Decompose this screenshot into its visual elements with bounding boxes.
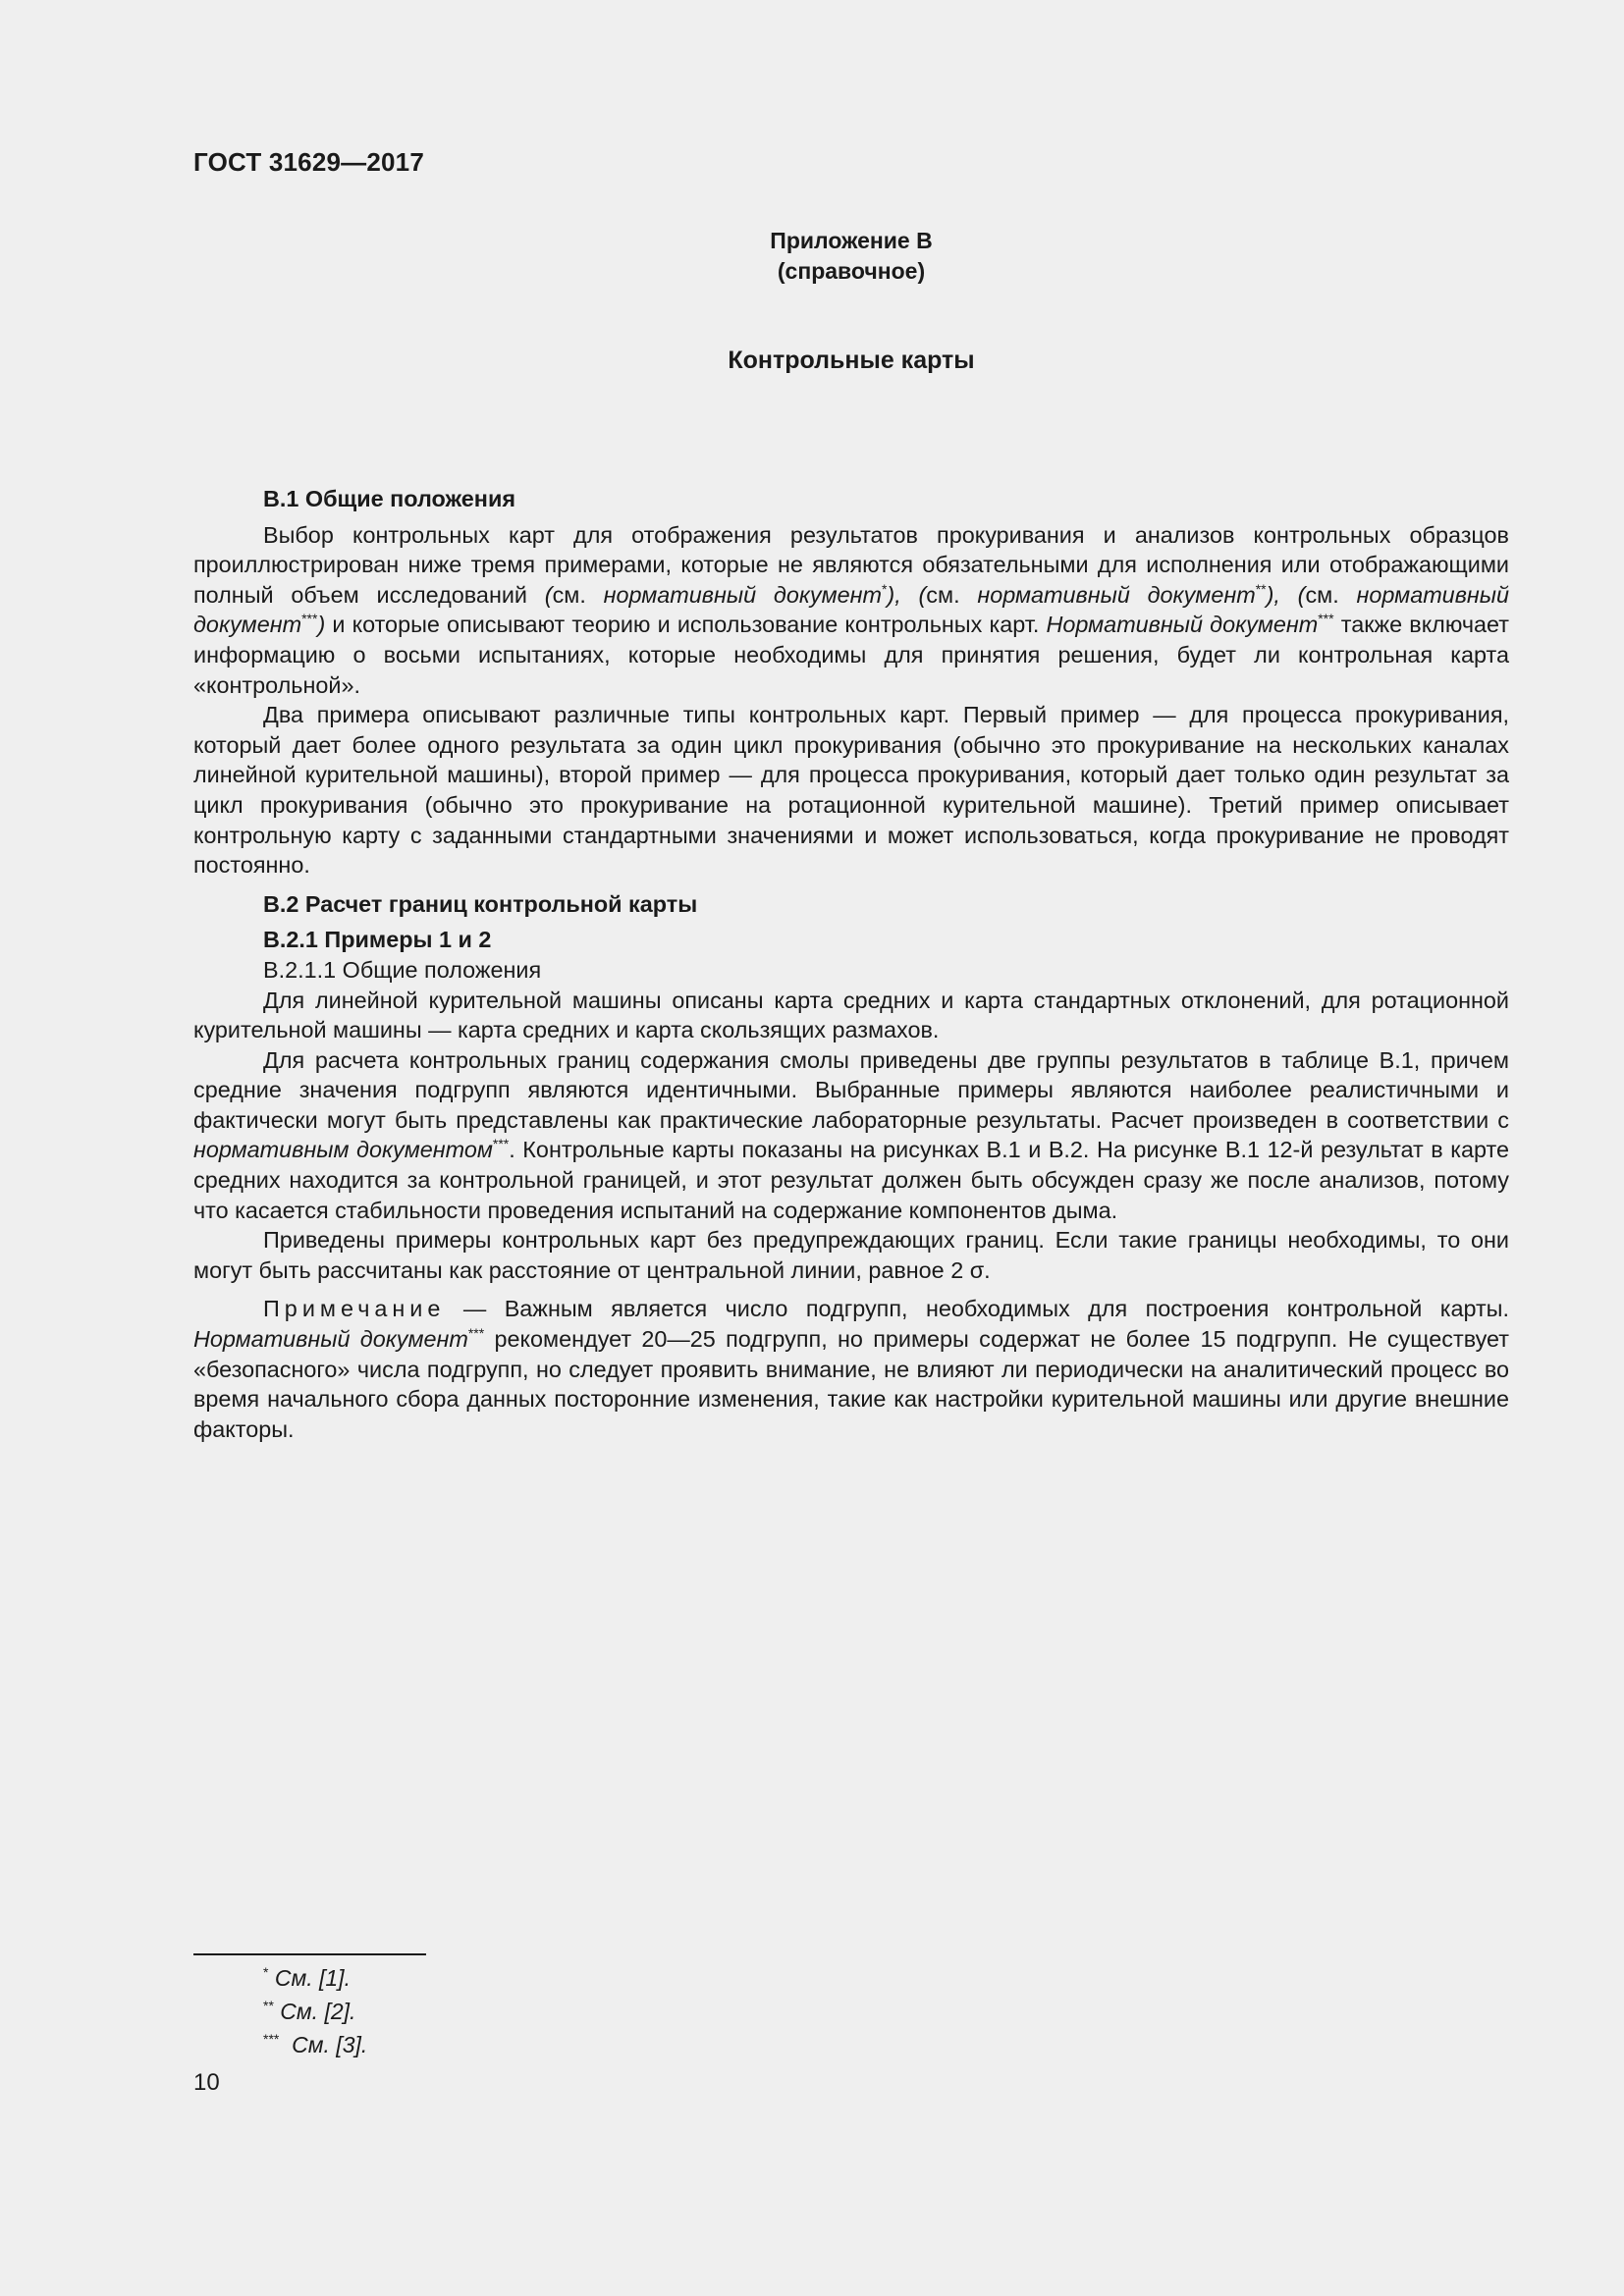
text-run: — (445, 1296, 505, 1322)
annex-status: (справочное) (777, 258, 926, 284)
note-paragraph (193, 1294, 1509, 1444)
text-run: ), ( (887, 581, 927, 608)
text-run: рекомендует 20—25 подгрупп, но примеры содержат не более 15 подгрупп. Не существует «безопасного» числа подгрупп, но следует проявить внимание, не влияют ли периодически на аналитический процесс во время начального сбора данных посторонние изменения, такие как настройки курительной машины или другие внешние факторы. (193, 1326, 1509, 1442)
text-run: Выбор контрольных карт для отображения результатов прокуривания и анализов контрольных образцов проиллюстрирован ниже тремя примерами, которые не являются обязательными для исполнения или отображающими полный объем исследований (193, 521, 1509, 608)
text-run: и которые описывают теорию и использование контрольных карт. (325, 612, 1047, 638)
section-b21-heading: В.2.1 Примеры 1 и 2 (263, 927, 492, 953)
footnote-ref: *** (467, 1325, 485, 1342)
footnote-item (263, 2028, 367, 2061)
doc-reference: нормативный документ (603, 581, 882, 608)
section-b1-paragraph-1 (193, 520, 1509, 701)
text-run: см. (552, 581, 604, 608)
footnote-ref: *** (492, 1136, 510, 1152)
text-run: Важным является число подгрупп, необходимых для построения контрольной карты. (504, 1296, 1509, 1322)
page-number: 10 (193, 2069, 220, 2096)
footnote-item (263, 1995, 367, 2028)
footnote-text: См. [1]. (268, 1965, 351, 1991)
text-run: ( (544, 581, 553, 608)
footnote-ref: ** (1255, 580, 1267, 597)
text-run: Для расчета контрольных границ содержания смолы приведены две группы результатов в таблице В.1, причем средние значения подгрупп являются идентичными. Выбранные примеры являются наиболее реалистичными и фактически могут быть представлены как практические лабораторные результаты. Расчет произведен в соответствии с (193, 1046, 1509, 1133)
annex-label: Приложение В (770, 228, 933, 253)
footnote-text: См. [3]. (279, 2032, 368, 2057)
footnote-ref: * (881, 580, 888, 597)
footnote-mark: ** (263, 1998, 274, 2013)
text-run: см. (926, 581, 978, 608)
footnote-separator (193, 1953, 426, 1955)
doc-reference: нормативным документом (193, 1137, 493, 1163)
annex-heading (193, 226, 1509, 287)
section-b211-heading: В.2.1.1 Общие положения (263, 956, 542, 983)
section-b211-paragraph-1: Для линейной курительной машины описаны карта средних и карта стандартных отклонений, для ротационной курительной машины — карта средних и карта скользящих размахов. (193, 987, 1509, 1043)
text-run: см. (1305, 581, 1357, 608)
doc-reference: нормативный документ (977, 581, 1256, 608)
text-run: также включает информацию о восьми испытаниях, которые необходимы для принятия решения, будет ли контрольная карта «контрольной». (193, 612, 1510, 698)
footnote-ref: *** (1318, 611, 1334, 627)
doc-reference: Нормативный документ (193, 1326, 468, 1353)
text-run: ), ( (1266, 581, 1306, 608)
note-label: Примечание (263, 1296, 446, 1322)
footnote-mark: * (263, 1964, 269, 1980)
annex-title: Контрольные карты (728, 347, 975, 374)
footnotes (263, 1961, 367, 2061)
section-b1-paragraph-2: Два примера описывают различные типы контрольных карт. Первый пример — для процесса прокуривания, который дает более одного результата за один цикл прокуривания (обычно это прокуривание на нескольких каналах линейной курительной машины), второй пример — для процесса прокуривания, который дает только один результат за цикл прокуривания (обычно это прокуривание на ротационной курительной машине). Третий пример описывает контрольную карту с заданными стандартными значениями и может использоваться, когда прокуривание не проводят постоянно. (193, 702, 1509, 879)
footnote-text: См. [2]. (273, 1999, 356, 2024)
standard-designation: ГОСТ 31629—2017 (193, 147, 424, 177)
section-b211-paragraph-2 (193, 1045, 1509, 1226)
text-run: . Контрольные карты показаны на рисунках В.1 и В.2. На рисунке В.1 12-й результат в карте средних находится за контрольной границей, и этот результат должен быть обсужден сразу же после анализов, потому что касается стабильности проведения испытаний на содержание компонентов дыма. (193, 1137, 1509, 1223)
footnote-mark: *** (263, 2031, 280, 2047)
section-b2-heading: В.2 Расчет границ контрольной карты (263, 890, 698, 917)
section-b211-paragraph-3: Приведены примеры контрольных карт без предупреждающих границ. Если такие границы необходимы, то они могут быть рассчитаны как расстояние от центральной линии, равное 2 σ. (193, 1227, 1509, 1283)
doc-reference: нормативный документ (193, 581, 1509, 638)
footnote-item (263, 1961, 367, 1995)
text-run: ) (317, 612, 326, 638)
section-b1-heading: В.1 Общие положения (263, 486, 515, 511)
footnote-ref: *** (301, 611, 318, 627)
doc-reference: Нормативный документ (1046, 612, 1319, 638)
document-body (193, 484, 1509, 1444)
